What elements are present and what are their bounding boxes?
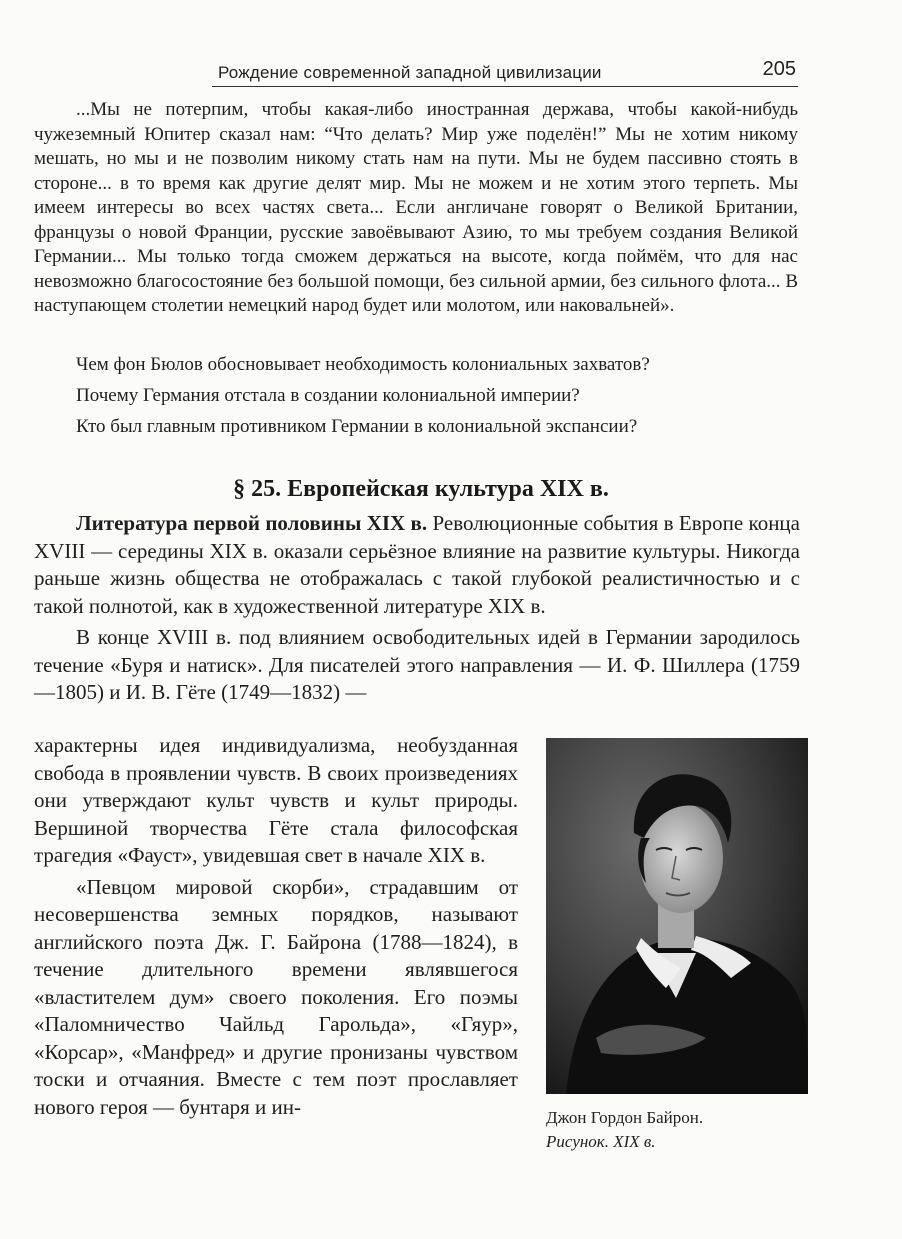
page-number: 205 [762,58,796,80]
running-header [212,58,798,87]
caption-subtitle: Рисунок. XIX в. [546,1132,656,1151]
paragraph-text: Революционные события в Европе конца XVIII — середины XIX в. оказали серьёзное влияние на развитие культуры. Никогда раньше жизнь общества не отображалась с такой глубокой реалистичностью и с такой полнотой, как в художественной литературе XIX в. [34,511,800,618]
portrait-drawing [546,738,808,1094]
caption-title: Джон Гордон Байрон. [546,1108,704,1127]
paragraph-sturm-und-drang: В конце XVIII в. под влиянием освободительных идей в Германии зародилось течение «Буря и натиск». Для писателей этого направления — И. Ф. Шиллера (1759—1805) и И. В. Гёте (1749—1832) — [34,625,800,704]
paragraph-byron: «Певцом мировой скорби», страдавшим от несовершенства земных порядков, называют английского поэта Дж. Г. Байрона (1788—1824), в течение длительного времени являвшегося «властителем дум» своего поколения. Его поэмы «Паломничество Чайльд Гарольда», «Гяур», «Корсар», «Манфред» и другие пронизаны чувством тоски и отчаяния. Вместе с тем поэт прославляет нового героя — бунтаря и ин- [34,874,518,1119]
paragraph-continuation: характерны идея индивидуализма, необузданная свобода в проявлении чувств. В своих произведениях они утверждают культ чувств и культ природы. Вершиной творчества Гёте стала философская трагедия «Фауст», увидевшая свет в начале XIX в. [34,733,518,867]
paragraph-lead-heading: Литература первой половины XIX в. [76,511,428,535]
quote-text: ...Мы не потерпим, чтобы какая-либо иностранная держава, чтобы какой-нибудь чужеземный Юпитер сказал нам: “Что делать? Мир уже поделён!” Мы не хотим никому мешать, но мы и не позволим никому стать нам на пути. Мы не будем пассивно стоять в стороне... в то время как другие делят мир. Мы не можем и не хотим этого терпеть. Мы имеем интересы во всех частях света... Если англичане говорят о Великой Британии, французы о новой Франции, русские завоёвывают Азию, то мы требуем создания Великой Германии... Мы только тогда сможем держаться на высоте, когда поймём, что для нас невозможно благосостояние без большой помощи, без сильной армии, без сильного флота... В наступающем столетии немецкий народ будет или молотом, или наковальней». [34,99,798,316]
body-text-column [34,732,518,1125]
question-item: Почему Германия отстала в создании колониальной империи? [76,385,580,406]
byron-portrait [546,738,808,1094]
question-item: Кто был главным противником Германии в колониальной экспансии? [76,416,638,437]
figure-caption [546,1106,808,1154]
quote-block [34,98,798,319]
question-item: Чем фон Бюлов обосновывает необходимость колониальных захватов? [76,354,650,375]
running-title: Рождение современной западной цивилизации [218,63,602,82]
body-text-full-width [34,510,800,711]
questions-list [34,352,798,445]
paragraph-literature-intro [34,510,800,620]
section-title: § 25. Европейская культура XIX в. [233,476,609,502]
